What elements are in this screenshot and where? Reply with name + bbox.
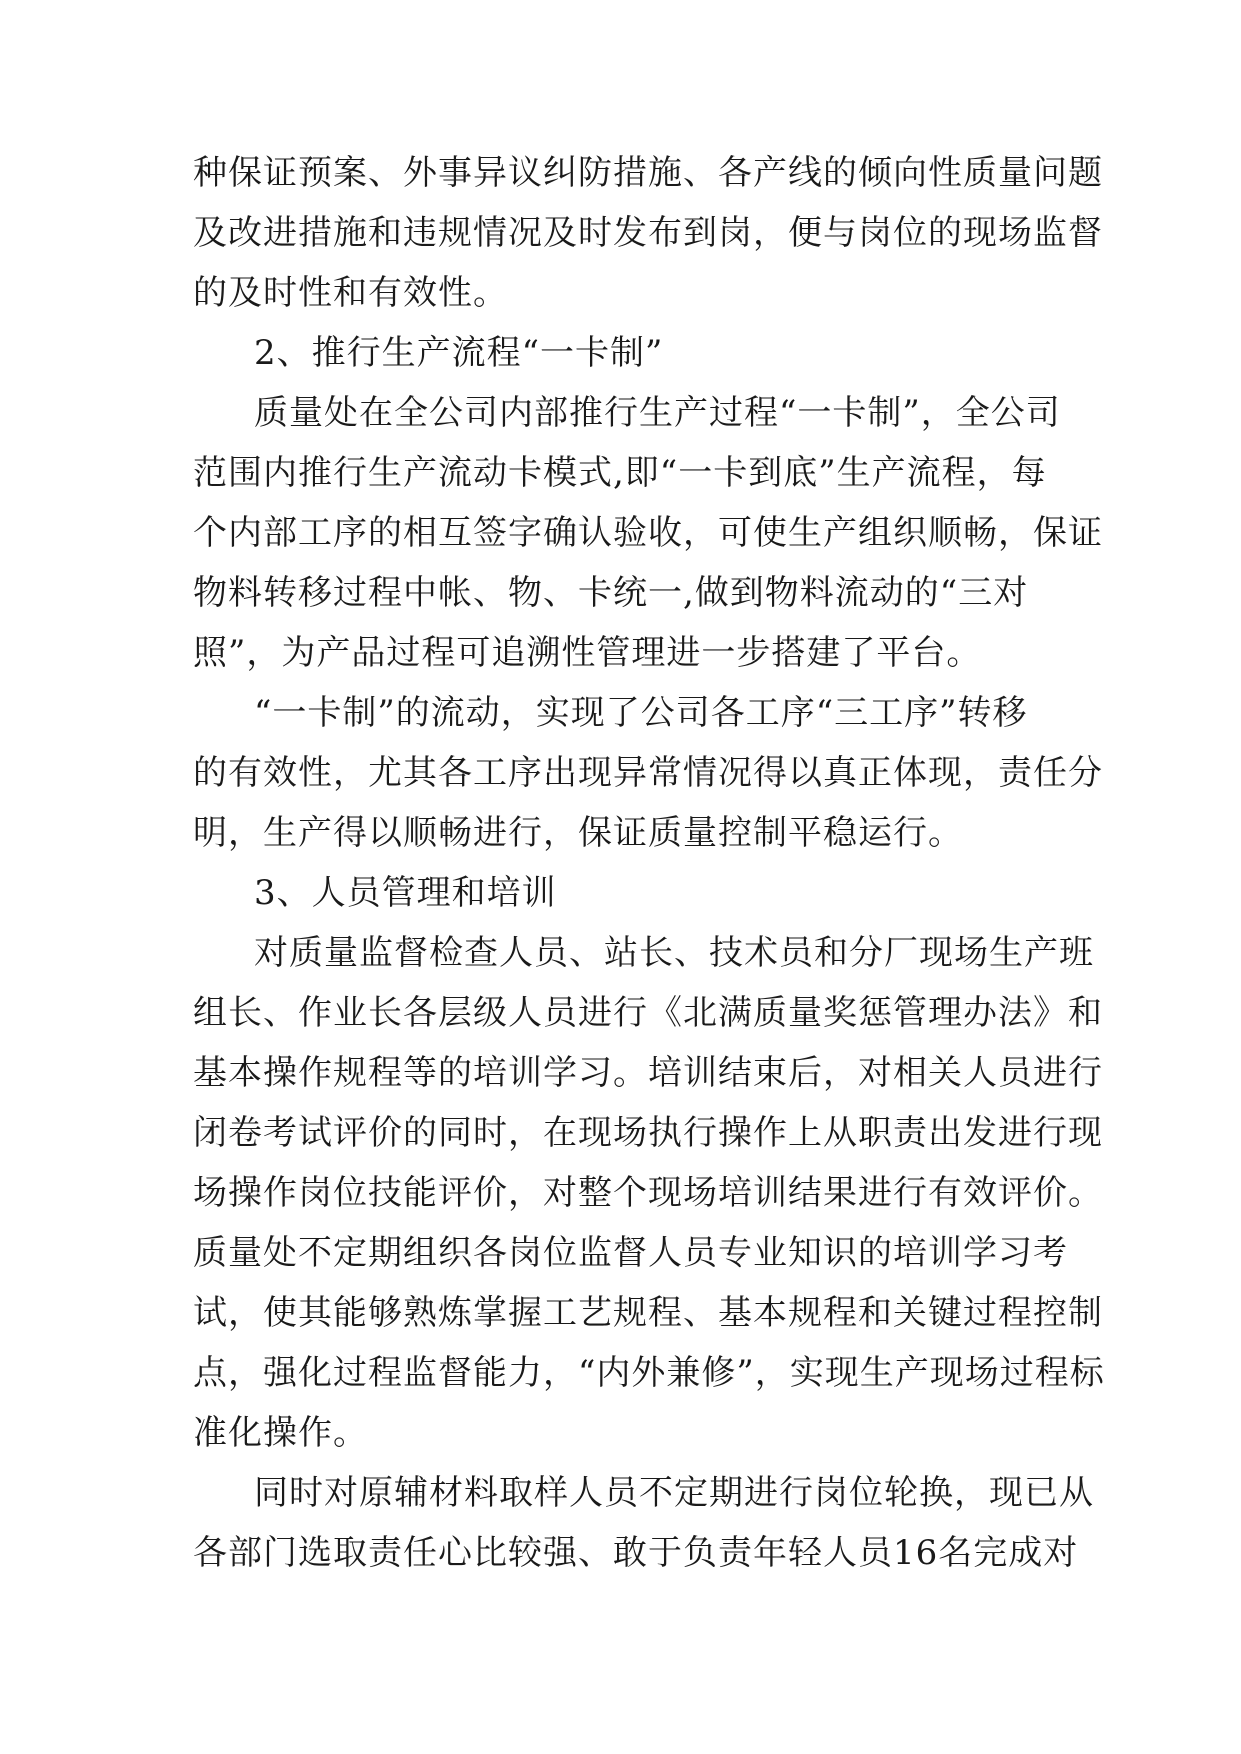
text-line: 点，强化过程监督能力，“内外兼修”，实现生产现场过程标 <box>193 1353 1105 1393</box>
text-line: 对质量监督检查人员、站长、技术员和分厂现场生产班 <box>254 933 1094 973</box>
section-heading: 2、推行生产流程“一卡制” <box>254 333 664 373</box>
text-line: 明，生产得以顺畅进行，保证质量控制平稳运行。 <box>193 813 963 853</box>
section-heading: 3、人员管理和培训 <box>254 873 557 913</box>
text-line: 质量处在全公司内部推行生产过程“一卡制”，全公司 <box>254 393 1061 433</box>
text-line: 物料转移过程中帐、物、卡统一,做到物料流动的“三对 <box>193 573 1029 613</box>
text-line: 组长、作业长各层级人员进行《北满质量奖惩管理办法》和 <box>193 993 1103 1033</box>
text-line: 的有效性，尤其各工序出现异常情况得以真正体现，责任分 <box>193 753 1103 793</box>
text-line: 场操作岗位技能评价，对整个现场培训结果进行有效评价。 <box>193 1173 1103 1213</box>
text-line: 个内部工序的相互签字确认验收，可使生产组织顺畅，保证 <box>193 513 1103 553</box>
text-line: 准化操作。 <box>193 1413 368 1453</box>
text-line: 的及时性和有效性。 <box>193 273 508 313</box>
text-line: 范围内推行生产流动卡模式,即“一卡到底”生产流程，每 <box>193 453 1047 493</box>
text-line: 试，使其能够熟炼掌握工艺规程、基本规程和关键过程控制 <box>193 1293 1103 1333</box>
text-line: 同时对原辅材料取样人员不定期进行岗位轮换，现已从 <box>254 1473 1094 1513</box>
text-line: 闭卷考试评价的同时，在现场执行操作上从职责出发进行现 <box>193 1113 1103 1153</box>
text-line: 照”，为产品过程可追溯性管理进一步搭建了平台。 <box>193 633 982 673</box>
text-line: 各部门选取责任心比较强、敢于负责年轻人员16名完成对 <box>193 1533 1079 1573</box>
text-line: 及改进措施和违规情况及时发布到岗，便与岗位的现场监督 <box>193 213 1103 253</box>
text-line: 种保证预案、外事异议纠防措施、各产线的倾向性质量问题 <box>193 153 1103 193</box>
text-line: 基本操作规程等的培训学习。培训结束后，对相关人员进行 <box>193 1053 1103 1093</box>
text-line: “一卡制”的流动，实现了公司各工序“三工序”转移 <box>254 693 1028 733</box>
text-line: 质量处不定期组织各岗位监督人员专业知识的培训学习考 <box>193 1233 1068 1273</box>
